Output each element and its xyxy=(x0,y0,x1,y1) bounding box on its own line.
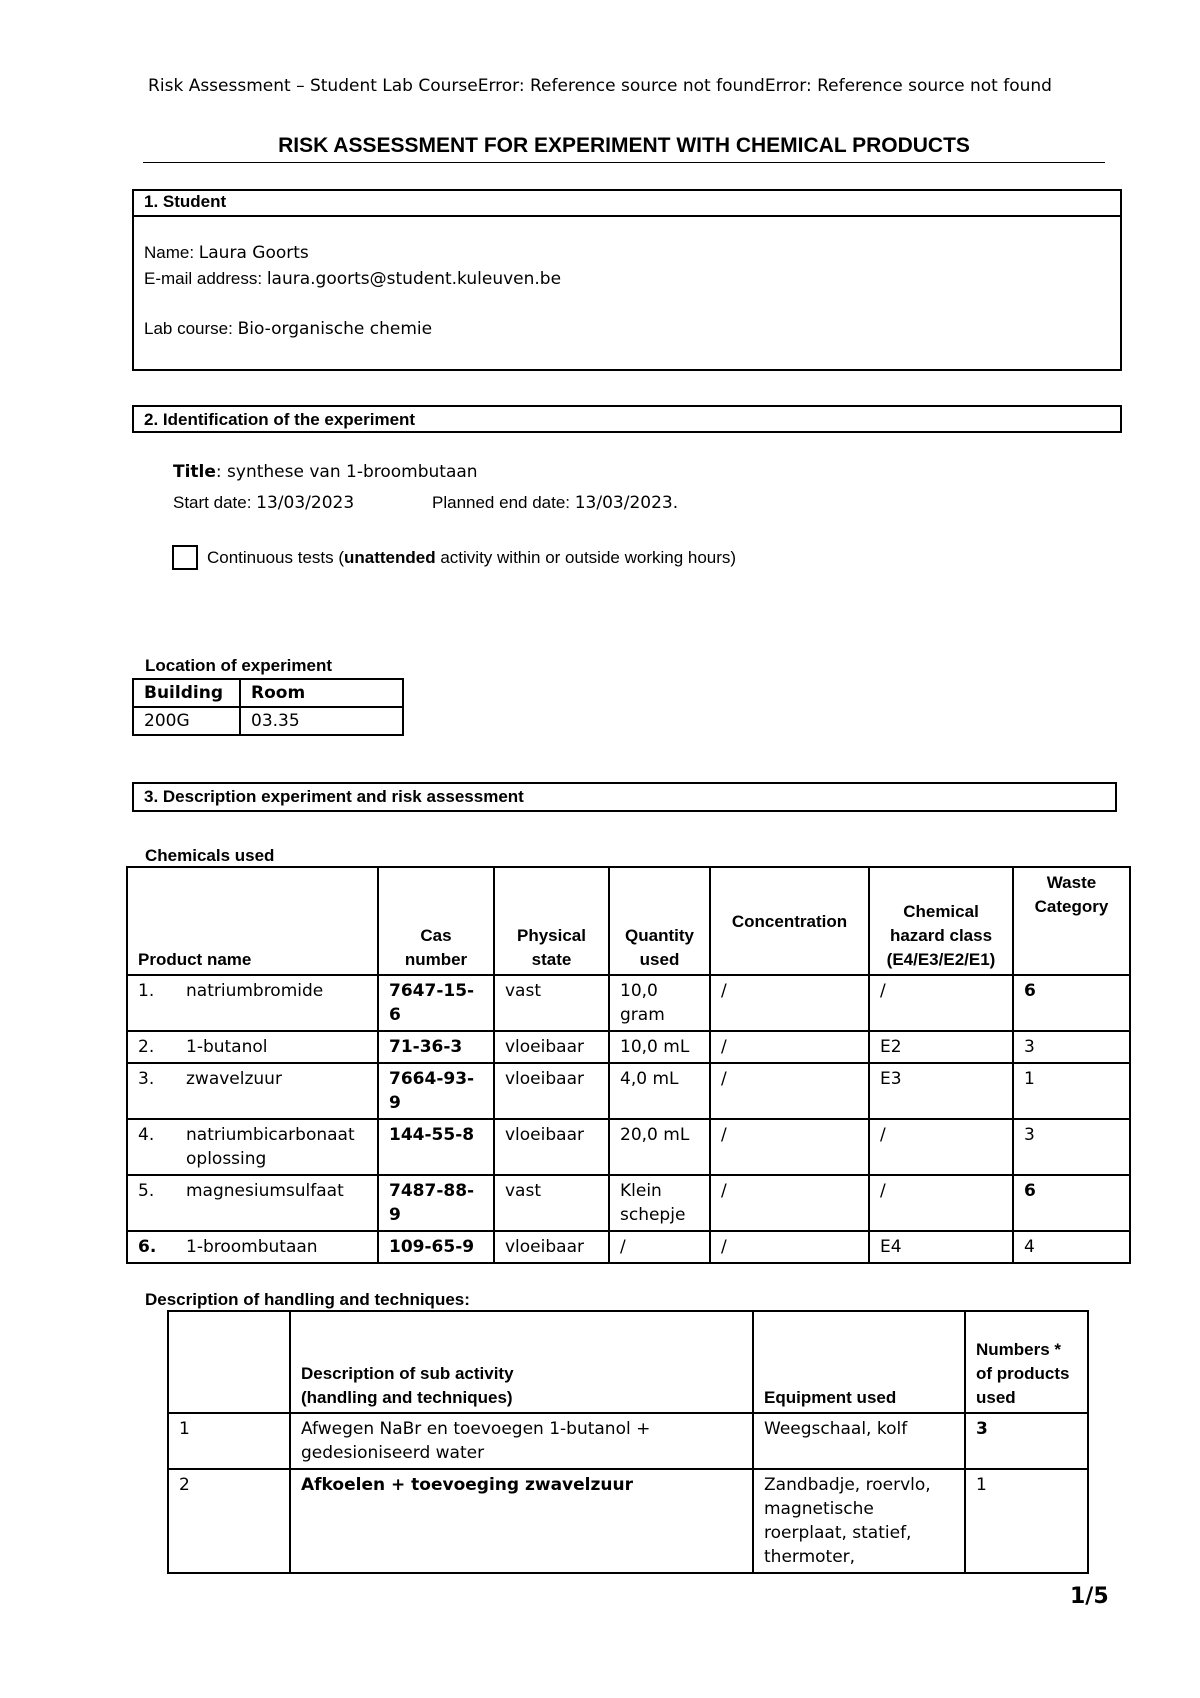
col-physical-state: Physical state xyxy=(494,867,609,975)
building-value: 200G xyxy=(133,707,240,735)
col-hazard-class: Chemical hazard class (E4/E3/E2/E1) xyxy=(869,867,1013,975)
handling-equipment: Weegschaal, kolf xyxy=(753,1413,965,1469)
location-table xyxy=(132,678,404,736)
chemical-quantity: 10,0 gram xyxy=(609,975,710,1031)
chemical-physical-state: vloeibaar xyxy=(494,1231,609,1263)
chemical-name: natriumbromide xyxy=(186,981,324,1001)
chemical-quantity: Klein schepje xyxy=(609,1175,710,1231)
title-underline xyxy=(143,162,1105,163)
chemical-number: 2. xyxy=(138,1037,155,1057)
chemical-physical-state: vast xyxy=(494,1175,609,1231)
chemical-product-name xyxy=(127,1175,378,1231)
chemical-name: 1-butanol xyxy=(186,1037,268,1057)
chemical-product-name xyxy=(127,1031,378,1063)
student-name xyxy=(144,243,309,263)
handling-row xyxy=(168,1413,1088,1469)
lab-course-value: Bio-organische chemie xyxy=(237,319,433,339)
chemical-concentration: / xyxy=(710,1119,869,1175)
chemical-product-name xyxy=(127,1119,378,1175)
col-waste-category: Waste Category xyxy=(1013,867,1130,975)
chemical-physical-state: vast xyxy=(494,975,609,1031)
chemical-cas-number: 7647-15-6 xyxy=(378,975,494,1031)
chemical-waste-category: 6 xyxy=(1013,1175,1130,1231)
chemical-physical-state: vloeibaar xyxy=(494,1063,609,1119)
chemical-waste-category: 6 xyxy=(1013,975,1130,1031)
chemical-cas-number: 109-65-9 xyxy=(378,1231,494,1263)
handling-caption: Description of handling and techniques: xyxy=(145,1290,470,1309)
student-email-label: E-mail address: xyxy=(144,269,267,288)
building-header: Building xyxy=(133,679,240,707)
chemical-hazard-class: E2 xyxy=(869,1031,1013,1063)
continuous-tests-label xyxy=(207,548,736,568)
chemical-row xyxy=(127,1063,1130,1119)
chemical-concentration: / xyxy=(710,1231,869,1263)
experiment-title-label: Title xyxy=(173,462,216,482)
chemical-name: zwavelzuur xyxy=(186,1069,282,1089)
student-email-value: laura.goorts@student.kuleuven.be xyxy=(266,269,562,289)
chemical-cas-number: 7664-93-9 xyxy=(378,1063,494,1119)
start-date xyxy=(173,493,354,513)
col-quantity-used: Quantity used xyxy=(609,867,710,975)
chemical-hazard-class: / xyxy=(869,1175,1013,1231)
chemical-hazard-class: / xyxy=(869,1119,1013,1175)
experiment-title xyxy=(173,462,478,482)
start-date-label: Start date: xyxy=(173,493,257,512)
col-product-name: Product name xyxy=(127,867,378,975)
chemical-physical-state: vloeibaar xyxy=(494,1119,609,1175)
handling-equipment: Zandbadje, roervlo, magnetische roerplaat, statief, thermoter, xyxy=(753,1469,965,1573)
chemicals-table xyxy=(126,866,1131,1264)
continuous-tests-text-2: activity within or outside working hours) xyxy=(435,548,737,567)
identification-section-header: 2. Identification of the experiment xyxy=(132,405,1122,433)
col-numbers-of-products: Numbers * of products used xyxy=(965,1311,1088,1413)
student-lab-course xyxy=(144,319,432,339)
chemical-concentration: / xyxy=(710,1175,869,1231)
chemical-concentration: / xyxy=(710,975,869,1031)
handling-products-count: 3 xyxy=(965,1413,1088,1469)
chemical-quantity: 10,0 mL xyxy=(609,1031,710,1063)
chemical-name: 1-broombutaan xyxy=(186,1237,318,1257)
running-header: Risk Assessment – Student Lab CourseError: Reference source not foundError: Reference source not found xyxy=(148,76,1052,96)
handling-products-count: 1 xyxy=(965,1469,1088,1573)
col-equipment: Equipment used xyxy=(753,1311,965,1413)
chemical-number: 1. xyxy=(138,981,155,1001)
chemical-concentration: / xyxy=(710,1031,869,1063)
col-sub-activity xyxy=(290,1311,753,1413)
chemical-hazard-class: / xyxy=(869,975,1013,1031)
chemical-name: magnesiumsulfaat xyxy=(186,1181,344,1201)
end-date-value: 13/03/2023. xyxy=(574,493,679,513)
col-cas-number: Cas number xyxy=(378,867,494,975)
chemical-hazard-class: E3 xyxy=(869,1063,1013,1119)
chemical-number: 5. xyxy=(138,1181,155,1201)
chemical-cas-number: 71-36-3 xyxy=(378,1031,494,1063)
chemical-waste-category: 4 xyxy=(1013,1231,1130,1263)
student-name-label: Name: xyxy=(144,243,199,262)
page-number: 1/5 xyxy=(1070,1584,1109,1609)
chemical-number: 4. xyxy=(138,1125,155,1145)
chemical-row xyxy=(127,1119,1130,1175)
handling-table xyxy=(167,1310,1089,1574)
chemical-quantity: 20,0 mL xyxy=(609,1119,710,1175)
chemical-row xyxy=(127,975,1130,1031)
continuous-tests-text-1: Continuous tests ( xyxy=(207,548,345,567)
chemical-number: 6. xyxy=(138,1237,157,1257)
location-caption: Location of experiment xyxy=(145,656,333,675)
handling-description: Afkoelen + toevoeging zwavelzuur xyxy=(290,1469,753,1573)
chemical-waste-category: 1 xyxy=(1013,1063,1130,1119)
experiment-title-value: : synthese van 1-broombutaan xyxy=(215,462,478,482)
student-section-header: 1. Student xyxy=(132,189,1122,217)
chemical-waste-category: 3 xyxy=(1013,1119,1130,1175)
chemical-cas-number: 144-55-8 xyxy=(378,1119,494,1175)
student-name-value: Laura Goorts xyxy=(198,243,309,263)
chemical-product-name xyxy=(127,975,378,1031)
end-date-label: Planned end date: xyxy=(432,493,575,512)
planned-end-date xyxy=(432,493,678,513)
chemical-row xyxy=(127,1231,1130,1263)
chemical-concentration: / xyxy=(710,1063,869,1119)
chemicals-caption: Chemicals used xyxy=(145,846,275,865)
chemical-name: natriumbicarbonaat oplossing xyxy=(186,1125,355,1169)
col-step xyxy=(168,1311,290,1413)
chemical-row xyxy=(127,1031,1130,1063)
handling-step-number: 2 xyxy=(168,1469,290,1573)
handling-step-number: 1 xyxy=(168,1413,290,1469)
chemical-number: 3. xyxy=(138,1069,155,1089)
col-concentration: Concentration xyxy=(710,867,869,975)
chemical-cas-number: 7487-88-9 xyxy=(378,1175,494,1231)
description-section-header: 3. Description experiment and risk assessment xyxy=(132,782,1117,812)
col-sub-activity-line-2: (handling and techniques) xyxy=(301,1388,513,1407)
col-sub-activity-line-1: Description of sub activity xyxy=(301,1364,514,1383)
handling-description: Afwegen NaBr en toevoegen 1-butanol + gedesioniseerd water xyxy=(290,1413,753,1469)
chemical-quantity: / xyxy=(609,1231,710,1263)
room-value: 03.35 xyxy=(240,707,403,735)
chemical-quantity: 4,0 mL xyxy=(609,1063,710,1119)
chemical-physical-state: vloeibaar xyxy=(494,1031,609,1063)
start-date-value: 13/03/2023 xyxy=(256,493,355,513)
chemical-waste-category: 3 xyxy=(1013,1031,1130,1063)
document-title: RISK ASSESSMENT FOR EXPERIMENT WITH CHEMICAL PRODUCTS xyxy=(278,134,970,157)
chemical-product-name xyxy=(127,1063,378,1119)
continuous-tests-checkbox[interactable] xyxy=(172,545,198,570)
room-header: Room xyxy=(240,679,403,707)
lab-course-label: Lab course: xyxy=(144,319,238,338)
continuous-tests-unattended: unattended xyxy=(344,548,436,567)
handling-row xyxy=(168,1469,1088,1573)
chemical-row xyxy=(127,1175,1130,1231)
student-email xyxy=(144,269,561,289)
chemical-hazard-class: E4 xyxy=(869,1231,1013,1263)
chemical-product-name xyxy=(127,1231,378,1263)
